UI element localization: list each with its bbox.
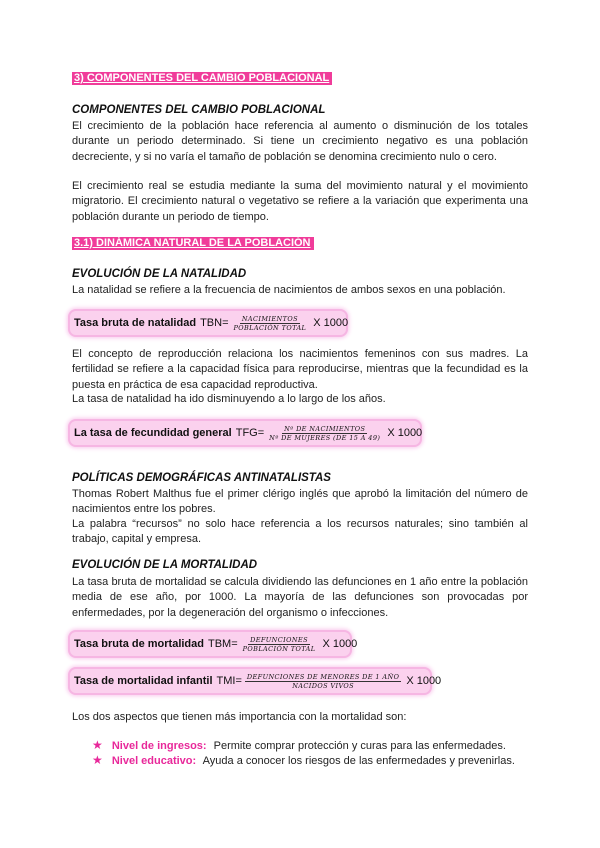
section-3-heading: 3) COMPONENTES DEL CAMBIO POBLACIONAL xyxy=(72,72,332,85)
formula-tfg xyxy=(68,419,422,447)
formula-denominator: POBLACIÓN TOTAL xyxy=(242,644,316,653)
formula-multiplier: X 1000 xyxy=(406,675,442,687)
formula-numerator: Nº DE NACIMIENTOS xyxy=(284,424,366,433)
list-item xyxy=(92,753,515,767)
formula-tbn xyxy=(68,309,348,337)
bullet-text: Ayuda a conocer los riesgos de las enfermedades y prevenirlas. xyxy=(202,755,515,767)
formula-abbr: TBN= xyxy=(200,317,229,329)
formula-multiplier: X 1000 xyxy=(313,317,349,329)
mortalidad-title: EVOLUCIÓN DE LA MORTALIDAD xyxy=(72,559,258,571)
mortalidad-paragraph-1: La tasa bruta de mortalidad se calcula dividiendo las defunciones en 1 año entre la población media de ese año, por 1000. La mayoría de las defunciones son provocadas por enfermedades, por la degeneración del organismo o infecciones. xyxy=(72,576,528,619)
componentes-paragraph-2: El crecimiento real se estudia mediante la suma del movimiento natural y el movimiento migratorio. El crecimiento natural o vegetativo se refiere a la variación que experimenta una población durante un periodo de tiempo. xyxy=(72,180,528,223)
formula-fraction xyxy=(232,315,309,332)
politicas-title: POLÍTICAS DEMOGRÁFICAS ANTINATALISTAS xyxy=(72,472,331,484)
formula-numerator: DEFUNCIONES xyxy=(250,635,308,644)
formula-name: Tasa de mortalidad infantil xyxy=(74,675,213,687)
formula-fraction xyxy=(245,673,401,690)
componentes-title: COMPONENTES DEL CAMBIO POBLACIONAL xyxy=(72,104,326,116)
formula-abbr: TFG= xyxy=(235,427,265,439)
bullet-title: Nivel de ingresos: xyxy=(111,740,207,752)
formula-numerator: DEFUNCIONES DE MENORES DE 1 AÑO xyxy=(246,672,400,681)
formula-fraction xyxy=(241,636,318,653)
star-icon: ★ xyxy=(92,753,103,767)
natalidad-paragraph-2: El concepto de reproducción relaciona los nacimientos femeninos con sus madres. La fertilidad se refiere a la capacidad física para reproducirse, mientras que la fecundidad es la puesta en práctica de esa capacidad reproductiva. xyxy=(72,348,528,391)
star-icon: ★ xyxy=(92,738,103,752)
formula-numerator: NACIMIENTOS xyxy=(241,314,298,323)
componentes-paragraph-1: El crecimiento de la población hace referencia al aumento o disminución de los totales durante un periodo determinado. Si tiene un crecimiento negativo es una población decreciente, y si no varía el tamaño de población se denomina crecimiento nulo o cero. xyxy=(72,120,528,163)
formula-name: Tasa bruta de natalidad xyxy=(74,317,197,329)
mortalidad-intro: Los dos aspectos que tienen más importancia con la mortalidad son: xyxy=(72,711,407,723)
formula-denominator: NACIDOS VIVOS xyxy=(292,681,355,690)
natalidad-paragraph-1: La natalidad se refiere a la frecuencia de nacimientos de ambos sexos en una población. xyxy=(72,284,506,296)
formula-tmi xyxy=(68,667,442,695)
natalidad-paragraph-3: La tasa de natalidad ha ido disminuyendo a lo largo de los años. xyxy=(72,393,386,405)
bullet-text: Permite comprar protección y curas para las enfermedades. xyxy=(213,740,506,752)
natalidad-title: EVOLUCIÓN DE LA NATALIDAD xyxy=(72,268,247,280)
list-item xyxy=(92,738,506,752)
formula-multiplier: X 1000 xyxy=(387,427,423,439)
formula-name: La tasa de fecundidad general xyxy=(74,427,232,439)
formula-name: Tasa bruta de mortalidad xyxy=(74,638,204,650)
politicas-paragraph-2: La palabra “recursos” no solo hace referencia a los recursos naturales; sino también al trabajo, capital y empresa. xyxy=(72,518,528,546)
formula-denominator: Nº DE MUJERES (DE 15 A 49) xyxy=(269,433,381,442)
formula-tbm xyxy=(68,630,358,658)
formula-fraction xyxy=(267,425,382,442)
section-3-1-heading: 3.1) DINÁMICA NATURAL DE LA POBLACIÓN xyxy=(72,237,314,250)
formula-abbr: TBM= xyxy=(208,638,238,650)
politicas-paragraph-1: Thomas Robert Malthus fue el primer clérigo inglés que aprobó la limitación del número de nacimientos entre los pobres. xyxy=(72,488,528,516)
bullet-title: Nivel educativo: xyxy=(111,755,197,767)
formula-denominator: POBLACIÓN TOTAL xyxy=(233,323,307,332)
formula-abbr: TMI= xyxy=(216,675,242,687)
formula-multiplier: X 1000 xyxy=(322,638,358,650)
